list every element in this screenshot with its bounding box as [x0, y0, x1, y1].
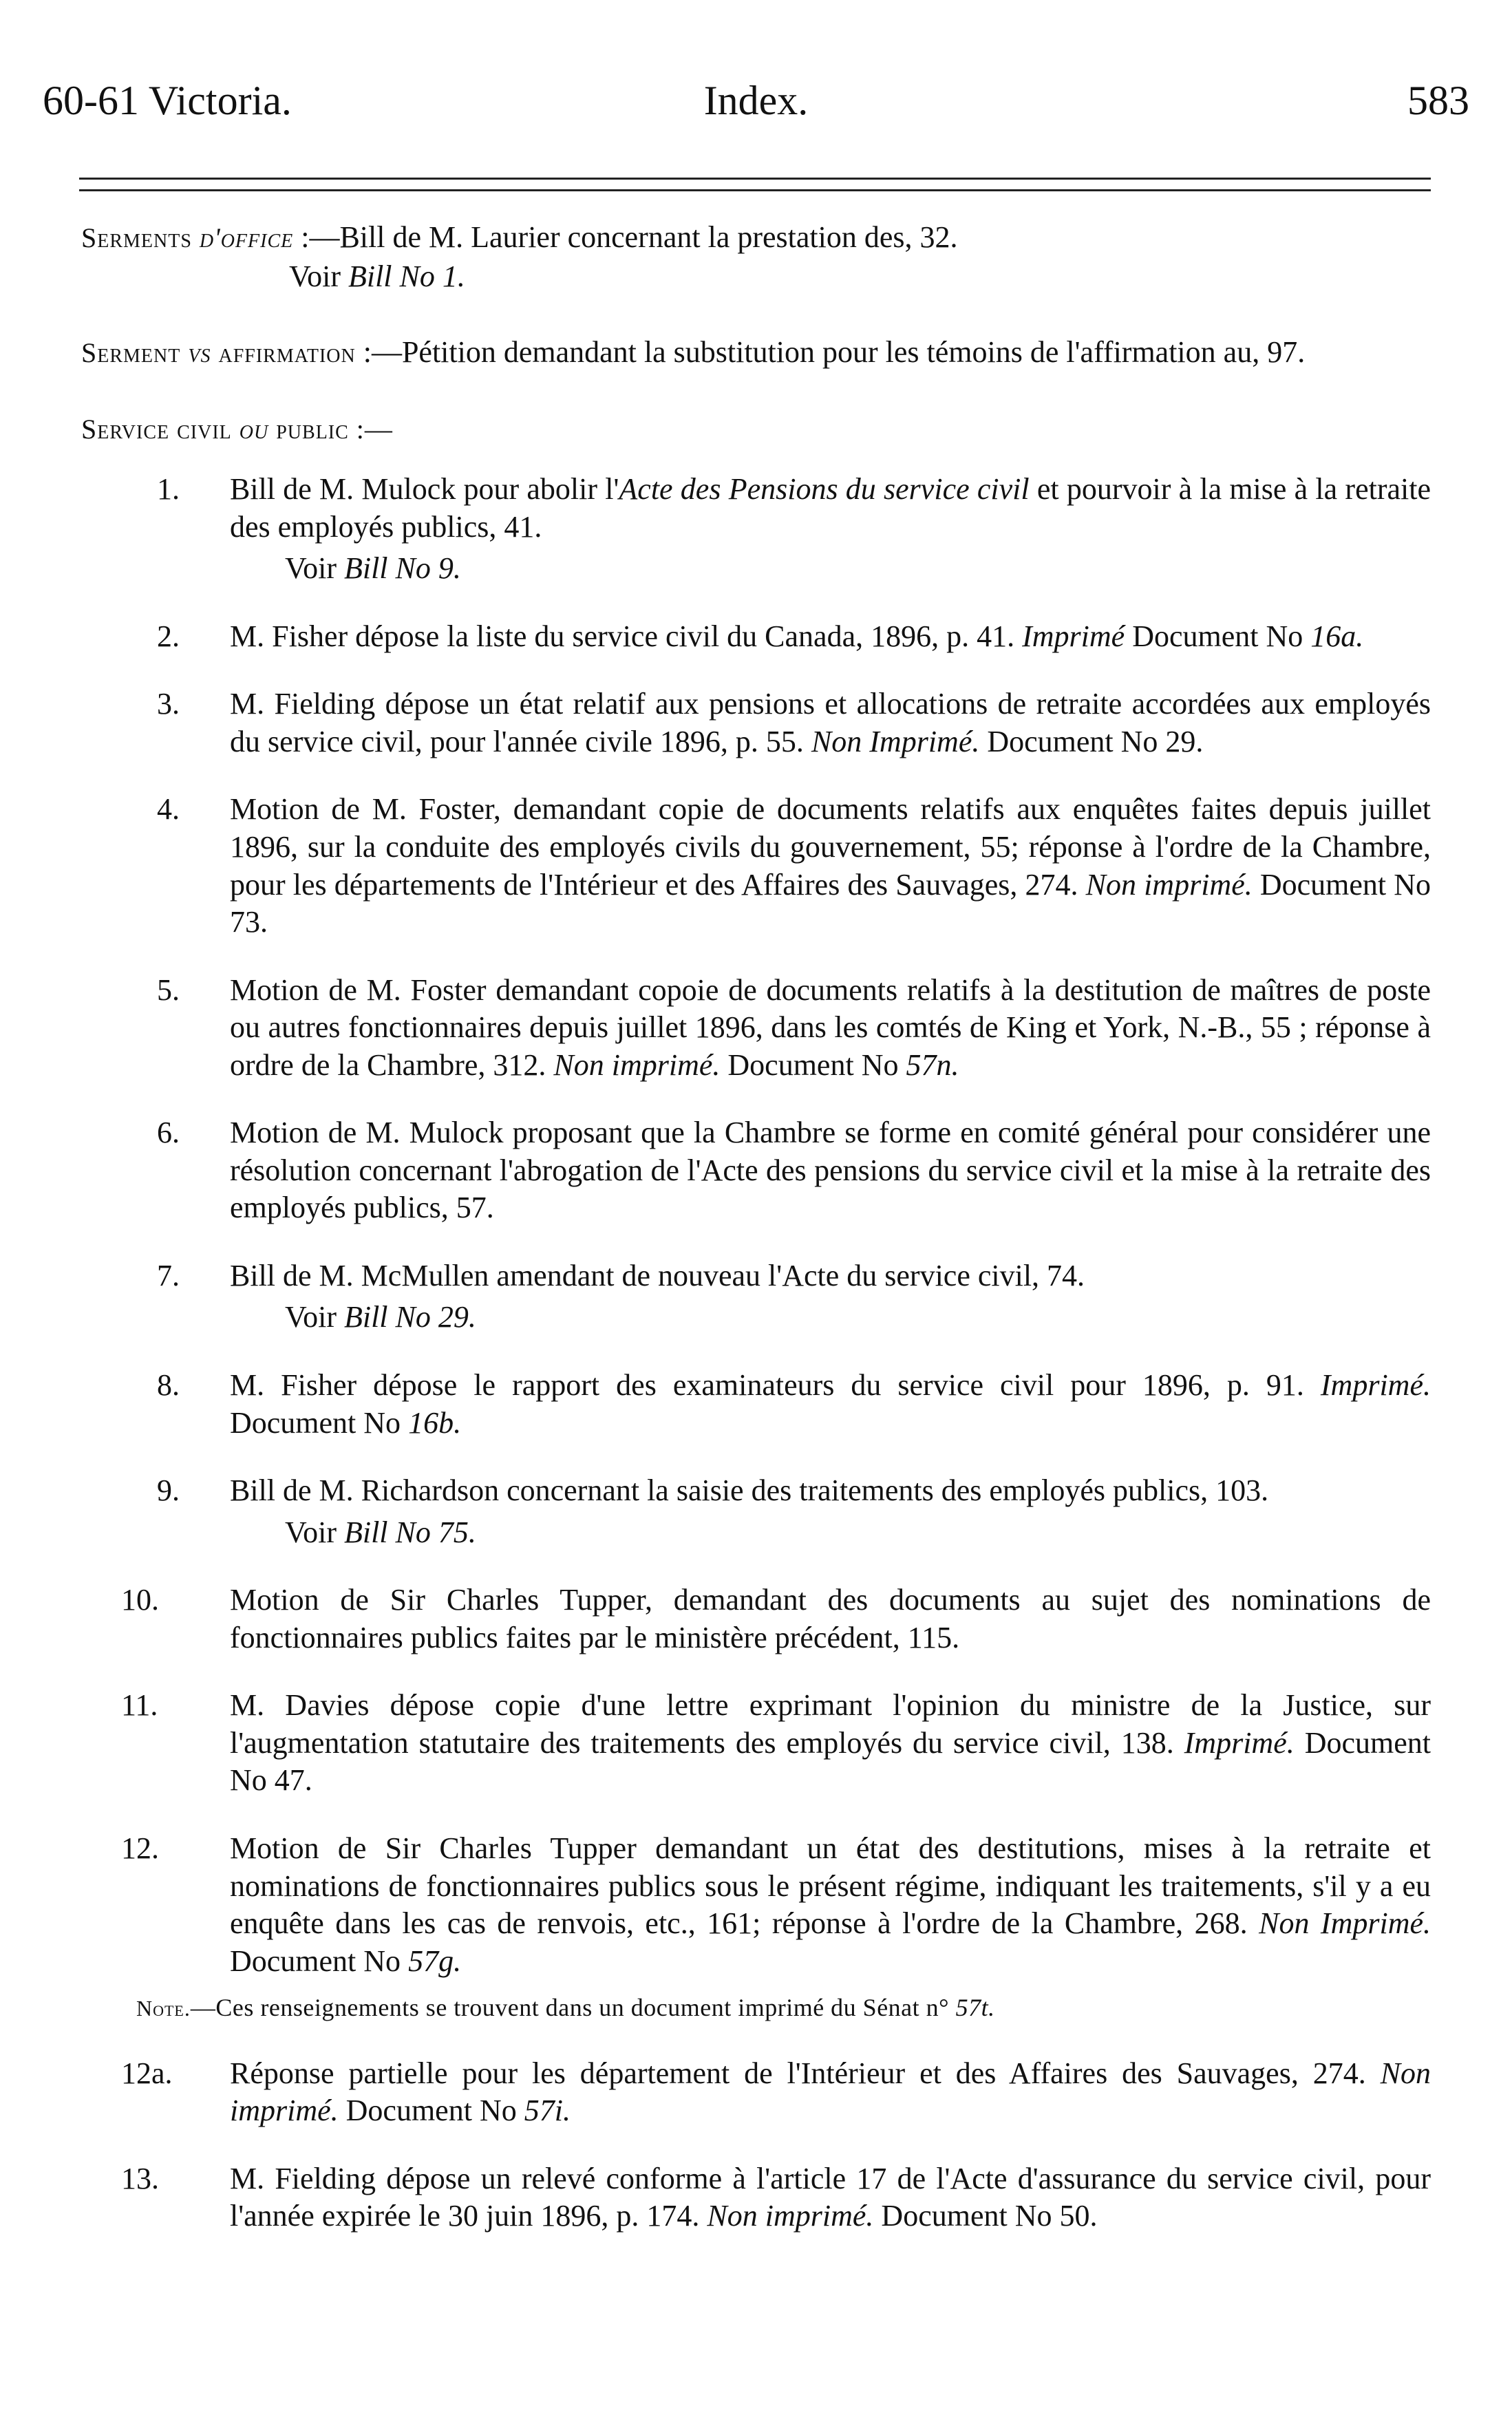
- see-also-ref: Bill No 29.: [343, 1300, 476, 1334]
- item-text: [230, 1472, 1431, 1510]
- item-text: [230, 2055, 1431, 2130]
- item-text: [230, 1257, 1431, 1295]
- running-header: [43, 77, 1469, 139]
- item-text-italic: Non imprimé.: [230, 2056, 1431, 2128]
- item-number: 4.: [157, 792, 180, 827]
- index-item: [81, 685, 1431, 760]
- index-item: [81, 1114, 1431, 1227]
- item-text-run: Motion de Sir Charles Tupper demandant un état des destitutions, mises à la retraite et nominations de fonctionnaires publics sous le présent régime, indiquant les traitements, s'il y a eu enquête dans les cas de renvois, etc., 161; réponse à l'ordre de la Chambre, 268.: [230, 1831, 1431, 1941]
- item-text-italic: Imprimé: [1022, 619, 1125, 653]
- footnote-label: Note.: [136, 1996, 191, 2021]
- item-text-run: Document No 73.: [230, 867, 1431, 939]
- item-text-run: et pourvoir à la mise à la retraite des employés publics, 41.: [230, 472, 1431, 544]
- entry-heading-qualifier: affirmation: [218, 337, 356, 369]
- entry-serments-office: [81, 219, 1431, 295]
- item-text-run: Bill de M. Mulock pour abolir l': [230, 472, 619, 507]
- index-item: [81, 2055, 1431, 2130]
- index-item: [81, 791, 1431, 941]
- item-text: [230, 1687, 1431, 1800]
- footnote: [81, 1992, 1431, 2023]
- item-text-italic: 57i.: [524, 2094, 571, 2128]
- index-item: [81, 2160, 1431, 2235]
- item-text-run: Document No 29.: [979, 724, 1204, 758]
- item-text-run: Document No: [230, 1405, 409, 1440]
- item-text-run: Bill de M. McMullen amendant de nouveau l'Acte du service civil, 74.: [230, 1258, 1085, 1292]
- entry-serment-vs-affirmation: [81, 334, 1431, 372]
- item-text-run: M. Davies dépose copie d'une lettre exprimant l'opinion du ministre de la Justice, sur l'augmentation statutaire des traitements des employés du service civil, 138.: [230, 1688, 1431, 1760]
- item-text-run: M. Fielding dépose un relevé conforme à l'article 17 de l'Acte d'assurance du service civil, pour l'année expirée le 30 juin 1896, p. 174.: [230, 2161, 1431, 2233]
- entry-heading: Service civil: [81, 413, 232, 445]
- see-also-label: Voir: [285, 551, 344, 586]
- item-text-run: Document No: [720, 1047, 906, 1082]
- index-item: [81, 1687, 1431, 1800]
- item-text-run: Motion de M. Foster demandant copoie de documents relatifs à la destitution de maîtres de poste ou autres fonctionnaires depuis juillet 1896, dans les comtés de King et York, N.-B., 55 ; réponse à ordre de la Chambre, 312.: [230, 972, 1431, 1082]
- item-text-run: Document No 50.: [873, 2199, 1098, 2233]
- item-number: 10.: [121, 1583, 159, 1617]
- item-text: [230, 618, 1431, 656]
- item-text-run: Document No: [230, 1944, 409, 1978]
- entry-heading-ou: ou: [239, 413, 269, 445]
- item-text: [230, 1830, 1431, 1980]
- entry-heading: Serment: [81, 337, 181, 369]
- entry-service-civil: [81, 410, 1431, 448]
- item-text-italic: Acte des Pensions du service civil: [619, 472, 1030, 507]
- footnote-ref: 57t.: [955, 1994, 995, 2022]
- entry-text: :—Pétition demandant la substitution pour les témoins de l'affirmation au, 97.: [355, 335, 1306, 370]
- item-number: 6.: [157, 1116, 180, 1150]
- item-number: 12.: [121, 1831, 159, 1865]
- item-text: [230, 1367, 1431, 1442]
- index-item: [81, 1582, 1431, 1657]
- item-text-italic: Imprimé.: [1184, 1725, 1295, 1760]
- index-body: [81, 219, 1431, 2266]
- item-text-italic: Non imprimé.: [553, 1047, 721, 1082]
- item-text-italic: 57n.: [906, 1047, 959, 1082]
- item-number: 11.: [121, 1688, 158, 1723]
- header-title: Index.: [703, 78, 809, 123]
- item-text-italic: 57g.: [408, 1944, 462, 1978]
- see-also-ref: Bill No 75.: [343, 1515, 476, 1549]
- header-volume: 60-61 Victoria.: [43, 78, 292, 123]
- entry-heading: Serments: [81, 222, 192, 253]
- service-civil-items: [81, 471, 1431, 2235]
- see-also-ref: Bill No 1.: [348, 259, 465, 293]
- item-number: 13.: [121, 2161, 159, 2195]
- item-text: [230, 685, 1431, 760]
- item-text-run: Motion de Sir Charles Tupper, demandant des documents au sujet des nominations de fonctionnaires publics faites par le ministère précédent, 115.: [230, 1583, 1431, 1654]
- index-item: [81, 972, 1431, 1085]
- index-item: [81, 1830, 1431, 1980]
- item-text: [230, 1582, 1431, 1657]
- entry-text: :—Bill de M. Laurier concernant la prestation des, 32.: [293, 220, 958, 254]
- index-item: [81, 471, 1431, 588]
- item-text: [230, 972, 1431, 1085]
- item-text-run: Motion de M. Mulock proposant que la Chambre se forme en comité général pour considérer une résolution concernant l'abrogation de l'Acte des pensions du service civil et la mise à la retraite des employés publics, 57.: [230, 1116, 1431, 1225]
- item-text-run: Motion de M. Foster, demandant copie de documents relatifs aux enquêtes faites depuis juillet 1896, sur la conduite des employés civils du gouvernement, 55; réponse à l'ordre de la Chambre, pour les départements de l'Intérieur et des Affaires des Sauvages, 274.: [230, 792, 1431, 902]
- see-also-label: Voir: [285, 1515, 344, 1549]
- header-rule: [79, 178, 1431, 191]
- item-number: 1.: [157, 472, 180, 507]
- index-item: [81, 1472, 1431, 1551]
- item-text-run: M. Fielding dépose un état relatif aux pensions et allocations de retraite accordées aux employés du service civil, pour l'année civile 1896, p. 55.: [230, 687, 1431, 758]
- item-text-run: Bill de M. Richardson concernant la saisie des traitements des employés publics, 103.: [230, 1473, 1269, 1508]
- index-item: [81, 1367, 1431, 1442]
- entry-heading-vs: vs: [188, 337, 211, 369]
- index-item: [81, 618, 1431, 656]
- index-item: [81, 1257, 1431, 1337]
- item-text: [230, 471, 1431, 546]
- item-text-run: M. Fisher dépose la liste du service civil du Canada, 1896, p. 41.: [230, 619, 1023, 653]
- footnote-text: —Ces renseignements se trouvent dans un document imprimé du Sénat n°: [190, 1994, 956, 2022]
- see-also: [230, 550, 1431, 588]
- see-also-ref: Bill No 9.: [343, 551, 461, 586]
- item-text-italic: 16b.: [408, 1405, 462, 1440]
- item-text: [230, 791, 1431, 941]
- item-text: [230, 1114, 1431, 1227]
- item-text-run: Document No: [1125, 619, 1311, 653]
- item-text-italic: Non Imprimé.: [811, 724, 980, 758]
- item-text-run: Document No: [338, 2094, 524, 2128]
- item-number: 8.: [157, 1368, 180, 1403]
- see-also-label: Voir: [285, 1300, 344, 1334]
- see-also: [230, 1299, 1431, 1337]
- item-text-italic: Imprimé.: [1320, 1368, 1431, 1403]
- see-also: [230, 1514, 1431, 1552]
- entry-heading-qualifier: d'office: [199, 222, 294, 253]
- item-text: [230, 2160, 1431, 2235]
- item-text-run: M. Fisher dépose le rapport des examinateurs du service civil pour 1896, p. 91.: [230, 1368, 1321, 1403]
- item-number: 9.: [157, 1473, 180, 1508]
- item-text-run: Réponse partielle pour les département de l'Intérieur et des Affaires des Sauvages, 274.: [230, 2056, 1381, 2090]
- item-number: 7.: [157, 1258, 180, 1292]
- item-text-italic: Non Imprimé.: [1259, 1906, 1431, 1941]
- see-also: Voir Bill No 1.: [289, 259, 465, 293]
- item-text-italic: Non imprimé.: [1085, 867, 1253, 902]
- item-number: 5.: [157, 972, 180, 1007]
- item-number: 12a.: [121, 2056, 173, 2090]
- item-number: 3.: [157, 687, 180, 721]
- item-text-italic: Non imprimé.: [707, 2199, 874, 2233]
- entry-heading-qualifier: public :—: [276, 413, 393, 445]
- item-text-run: Document No 47.: [230, 1725, 1431, 1798]
- page-number: 583: [1407, 78, 1469, 123]
- item-number: 2.: [157, 619, 180, 653]
- item-text-italic: 16a.: [1310, 619, 1364, 653]
